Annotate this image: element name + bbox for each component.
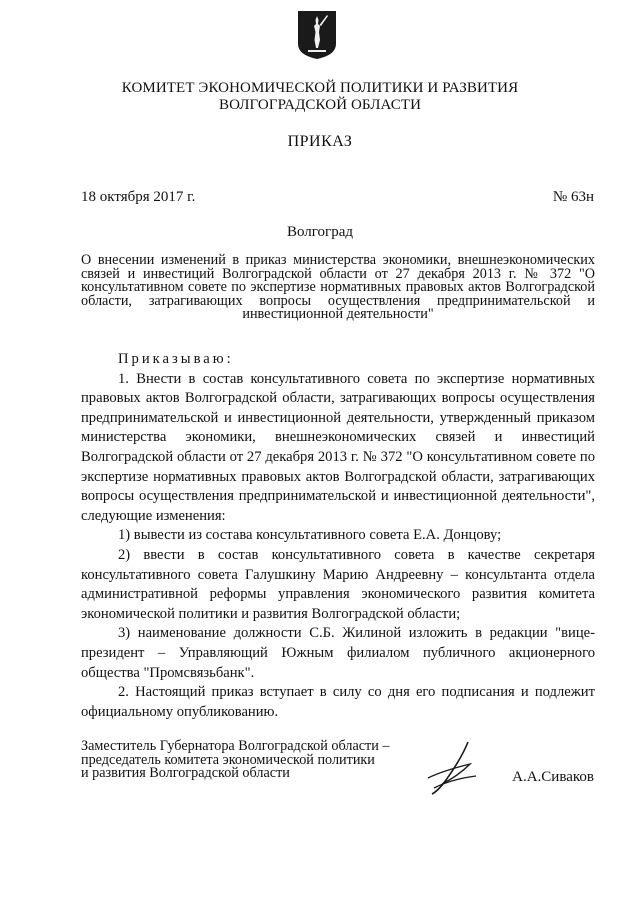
document-number: № 63н	[552, 189, 594, 205]
document-date: 18 октября 2017 г.	[81, 189, 196, 205]
paragraph-1: 1. Внести в состав консультативного совета по экспертизе нормативных правовых актов Волгоградской области, затрагивающих вопросы осуществления предпринимательской и инвестиционной деятельности, утвержденный приказом министерства экономики, внешнеэкономических связей и инвестиций Волгоградской области от 27 декабря 2013 г. № 372 "О консультативном совете по экспертизе нормативных правовых актов Волгоградской области, затрагивающих вопросы осуществления предпринимательской и инвестиционной деятельности", следующие изменения:	[81, 370, 595, 524]
signatory-title-line-2: председатель комитета экономической политики	[81, 751, 375, 768]
committee-name	[60, 80, 580, 114]
document-city: Волгоград	[286, 224, 353, 240]
handwritten-signature-icon	[420, 738, 490, 798]
signatory-title-line-3: и развития Волгоградской области	[81, 765, 290, 782]
volgograd-emblem-icon	[297, 10, 337, 60]
committee-line-1: КОМИТЕТ ЭКОНОМИЧЕСКОЙ ПОЛИТИКИ И РАЗВИТИЯ	[121, 80, 519, 96]
paragraph-2: 2. Настоящий приказ вступает в силу со дня его подписания и подлежит официальному опубликованию.	[81, 684, 595, 720]
signatory-title-line-1: Заместитель Губернатора Волгоградской области –	[81, 738, 390, 754]
document-type: ПРИКАЗ	[287, 133, 353, 150]
signer-name: А.А.Сиваков	[512, 769, 594, 785]
committee-line-2: ВОЛГОГРАДСКОЙ ОБЛАСТИ	[218, 97, 422, 113]
document-subject: О внесении изменений в приказ министерства экономики, внешнеэкономических связей и инвестиций Волгоградской области от 27 декабря 2013 г. № 372 "О консультативном совете по экспертизе нормативных правовых актов Волгоградской области, затрагивающих вопросы осуществления предпринимательской и инвестиционной деятельности"	[81, 252, 595, 323]
list-item-3: 3) наименование должности С.Б. Жилиной изложить в редакции "вице-президент – Управляющий Южным филиалом публичного акционерного общества "Промсвязьбанк".	[81, 625, 595, 681]
document-body	[81, 350, 595, 722]
list-item-2: 2) ввести в состав консультативного совета в качестве секретаря консультативного совета Галушкину Марию Андреевну – консультанта отдела административной реформы управления экономического развития комитета экономической политики и развития Волгоградской области;	[81, 546, 595, 622]
order-word: Приказываю:	[118, 351, 234, 367]
list-item-1: 1) вывести из состава консультативного совета Е.А. Донцову;	[118, 527, 502, 544]
signatory-title	[81, 740, 389, 781]
